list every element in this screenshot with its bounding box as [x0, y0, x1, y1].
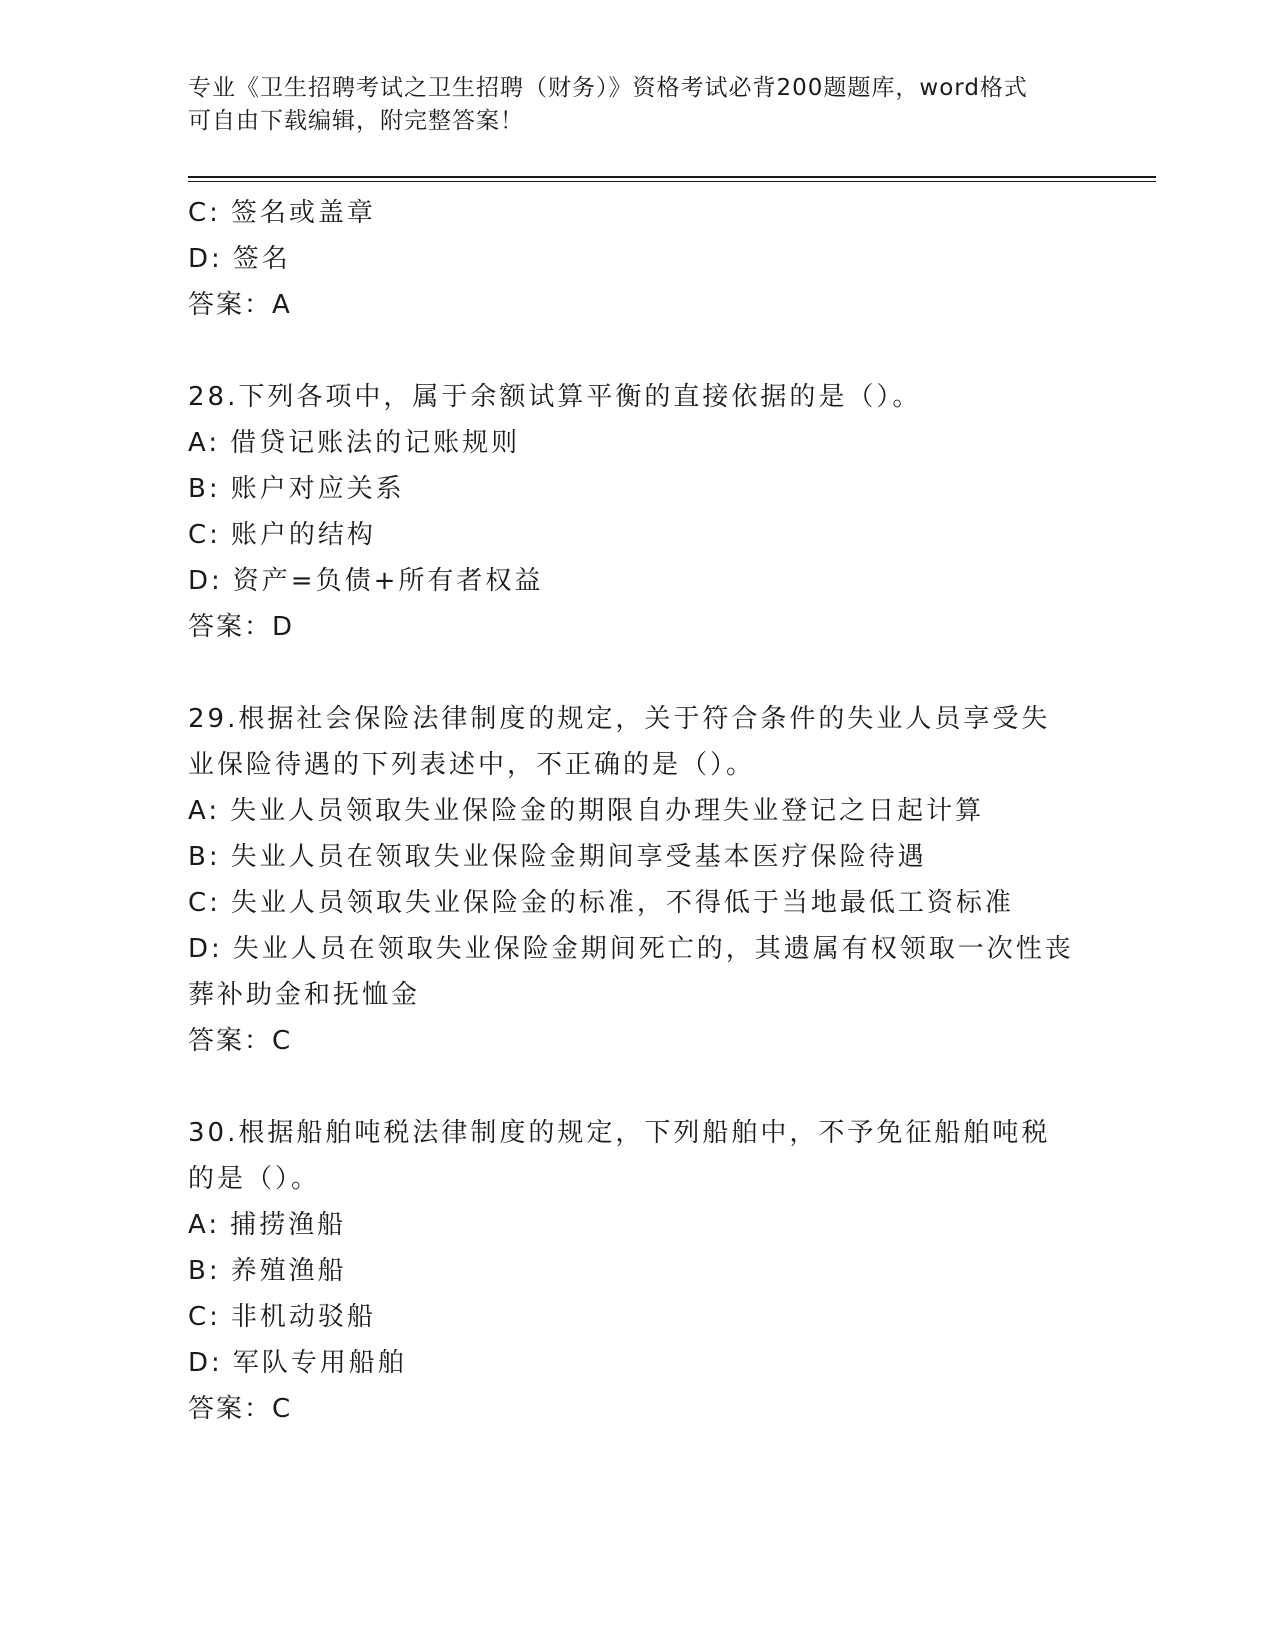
- option-b: [188, 834, 1088, 880]
- option-d: [188, 926, 1078, 1018]
- option-text: 签名: [232, 244, 291, 274]
- option-text: 签名或盖章: [230, 198, 376, 228]
- option-text: 非机动驳船: [230, 1302, 376, 1332]
- option-label: C:: [188, 198, 221, 228]
- question-text: 29.根据社会保险法律制度的规定，关于符合条件的失业人员享受失业保险待遇的下列表述中，不正确的是（）。: [188, 704, 1051, 780]
- question-text: 28.下列各项中，属于余额试算平衡的直接依据的是（）。: [188, 382, 922, 412]
- answer-line: 答案：D: [188, 612, 295, 642]
- question-29: [188, 696, 1088, 1064]
- question-text: 30.根据船舶吨税法律制度的规定，下列船舶中，不予免征船舶吨税的是（）。: [188, 1118, 1051, 1194]
- answer-line: 答案：C: [188, 1394, 293, 1424]
- option-label: B:: [188, 474, 221, 504]
- option-a: [188, 420, 1088, 466]
- option-c: [188, 1294, 1088, 1340]
- option-c: [188, 880, 1088, 926]
- header-line-1: 专业《卫生招聘考试之卫生招聘（财务）》资格考试必背200题题库，word格式: [188, 75, 1028, 101]
- option-text: 失业人员领取失业保险金的期限自办理失业登记之日起计算: [230, 796, 985, 826]
- option-d: [188, 558, 1088, 604]
- header-divider-thick: [188, 176, 1156, 178]
- option-d: [188, 236, 1088, 282]
- answer-line: 答案：C: [188, 1026, 293, 1056]
- option-text: 账户的结构: [230, 520, 376, 550]
- header-line-2: 可自由下载编辑，附完整答案！: [188, 108, 524, 134]
- option-label: D:: [188, 934, 223, 964]
- option-label: B:: [188, 1256, 221, 1286]
- option-text: 资产=负债+所有者权益: [232, 566, 544, 596]
- option-text: 军队专用船舶: [232, 1348, 407, 1378]
- option-label: D:: [188, 244, 223, 274]
- option-text: 失业人员在领取失业保险金期间死亡的，其遗属有权领取一次性丧葬补助金和抚恤金: [188, 934, 1074, 1010]
- question-30: [188, 1110, 1088, 1432]
- option-a: [188, 1202, 1088, 1248]
- option-b: [188, 1248, 1088, 1294]
- option-text: 失业人员领取失业保险金的标准，不得低于当地最低工资标准: [230, 888, 1014, 918]
- option-text: 账户对应关系: [230, 474, 405, 504]
- question-fragment: [188, 190, 1088, 328]
- option-c: [188, 512, 1088, 558]
- question-list: [188, 190, 1088, 1432]
- question-28: [188, 374, 1088, 650]
- option-a: [188, 788, 1088, 834]
- option-label: C:: [188, 520, 221, 550]
- option-label: A:: [188, 1210, 221, 1240]
- option-label: D:: [188, 566, 223, 596]
- document-header: [188, 72, 1068, 138]
- option-text: 借贷记账法的记账规则: [230, 428, 521, 458]
- header-divider-thin: [188, 181, 1156, 182]
- option-label: D:: [188, 1348, 223, 1378]
- option-text: 养殖渔船: [230, 1256, 347, 1286]
- option-label: B:: [188, 842, 221, 872]
- option-label: C:: [188, 1302, 221, 1332]
- option-label: A:: [188, 796, 221, 826]
- option-label: C:: [188, 888, 221, 918]
- option-text: 失业人员在领取失业保险金期间享受基本医疗保险待遇: [230, 842, 927, 872]
- option-d: [188, 1340, 1088, 1386]
- option-label: A:: [188, 428, 221, 458]
- option-text: 捕捞渔船: [230, 1210, 347, 1240]
- option-c: [188, 190, 1088, 236]
- option-b: [188, 466, 1088, 512]
- answer-line: 答案：A: [188, 290, 292, 320]
